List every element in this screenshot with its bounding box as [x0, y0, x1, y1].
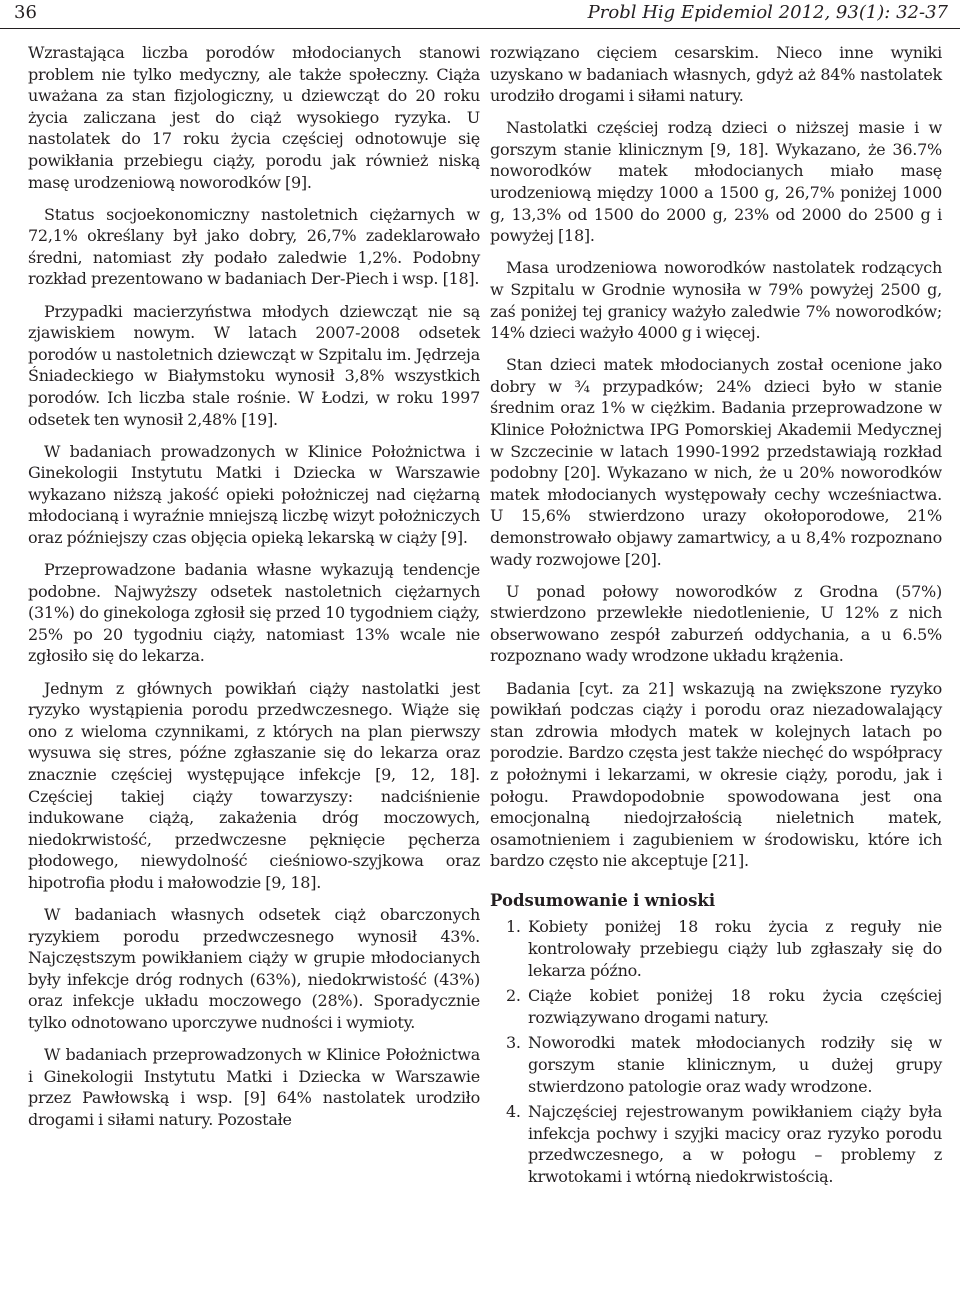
list-item-text: Najczęściej rejestrowanym powikłaniem ciąży była infekcja pochwy i szyjki macicy oraz ryzyko porodu przedwczesnego, a w połogu – problemy z krwotokami i wtórną niedokrwistością.	[528, 1102, 942, 1186]
left-column	[28, 42, 480, 1141]
paragraph: Wzrastająca liczba porodów młodocianych stanowi problem nie tylko medyczny, ale także społeczny. Ciąża uważana za stan fizjologiczny, u dziewcząt do 20 roku życia zaliczana jest do ciąż wysokiego ryzyka. U nastolatek do 17 roku życia częściej odnotowuje się powikłania przebiegu ciąży, porodu jak również niską masę urodzeniową noworodków [9].	[28, 43, 480, 192]
paragraph: W badaniach przeprowadzonych w Klinice Położnictwa i Ginekologii Instytutu Matki i Dziecka w Warszawie przez Pawłowską i wsp. [9] 64% nastolatek urodziło drogami i siłami natury. Pozostałe	[28, 1045, 480, 1129]
paragraph: Nastolatki częściej rodzą dzieci o niższej masie i w gorszym stanie klinicznym [9, 18]. Wykazano, że 36.7% noworodków matek młodocianych miało masę urodzeniową między 1000 a 1500 g, 26,7% poniżej 1000 g, 13,3% od 1500 do 2000 g, 23% od 2000 do 2500 g i powyżej [18].	[490, 118, 942, 246]
paragraph: Badania [cyt. za 21] wskazują na zwiększone ryzyko powikłań podczas ciąży i porodu oraz niezadowalający stan zdrowia młodych matek w kolejnych latach po porodzie. Bardzo częsta jest także niechęć do współpracy z położnymi i lekarzami, w okresie ciąży, porodu, jak i połogu. Prawdopodobnie spowodowana jest ona emocjonalną niedojrzałością nieletnich matek, osamotnieniem i zagubieniem w środowisku, które ich bardzo często nie akceptuje [21].	[490, 678, 942, 871]
paragraph: U ponad połowy noworodków z Grodna (57%) stwierdzono przewlekłe niedotlenienie, U 12% z nich obserwowano zespół zaburzeń oddychania, a u 6.5% rozpoznano wady wrodzone układu krążenia.	[490, 581, 942, 666]
paragraph: Masa urodzeniowa noworodków nastolatek rodzących w Szpitalu w Grodnie wynosiła w 79% powyżej 2500 g, zaś poniżej tej granicy ważyło zaledwie 7% noworodków; 14% dzieci ważyło 4000 g i więcej.	[490, 258, 942, 343]
page-number: 36	[14, 2, 37, 23]
conclusions-list	[490, 916, 942, 1187]
list-item-text: Ciąże kobiet poniżej 18 roku życia częściej rozwiązywano drogami natury.	[528, 986, 942, 1027]
paragraph: Jednym z głównych powikłań ciąży nastolatki jest ryzyko wystąpienia porodu przedwczesnego. Wiąże się ono z wieloma czynnikami, z których na plan pierwszy wysuwa się stres, późne zgłaszanie się do lekarza oraz znacznie częściej występujące infekcje [9, 12, 18]. Częściej takiej ciąży towarzyszy: nadciśnienie indukowane ciążą, zakażenia dróg moczowych, niedokrwistość, przedwczesne pęknięcie pęcherza płodowego, niewydolność cieśniowo-szyjkowa oraz hipotrofia płodu i małowodzie [9, 18].	[28, 678, 480, 892]
paragraph: W badaniach własnych odsetek ciąż obarczonych ryzykiem porodu przedwczesnego wynosił 43%. Najczęstszym powikłaniem ciąży w grupie młodocianych były infekcje dróg rodnych (63%), niedokrwistość (43%) oraz infekcje układu moczowego (28%). Sporadycznie tylko odnotowano uporczywe nudności i wymioty.	[28, 904, 480, 1032]
list-number: 2.	[506, 986, 521, 1006]
right-column	[490, 42, 942, 1192]
list-item-text: Noworodki matek młodocianych rodziły się w gorszym stanie klinicznym, u dużej grupy stwierdzono patologie oraz wady wrodzone.	[528, 1033, 942, 1096]
paragraph: W badaniach prowadzonych w Klinice Położnictwa i Ginekologii Instytutu Matki i Dziecka w Warszawie wykazano niższą jakość opieki położniczej nad ciężarną młodocianą i wyraźnie mniejszą liczbę wizyt położniczych oraz późniejszy czas objęcia opieką lekarską w ciąży [9].	[28, 441, 480, 547]
paragraph: Stan dzieci matek młodocianych został ocenione jako dobry w ¾ przypadków; 24% dzieci było w stanie średnim oraz 1% w ciężkim. Badania przeprowadzone w Klinice Położnictwa IPG Pomorskiej Akademii Medycznej w Szczecinie w latach 1990-1992 przedstawiają rozkład podobny [20]. Wykazano w nich, że u 20% noworodków matek młodocianych występowały cechy wcześniactwa. U 15,6% stwierdzono urazy okołoporodowe, 21% demonstrowało objawy zamartwicy, a u 8,4% rozpoznano wady rozwojowe [20].	[490, 355, 942, 569]
page-header	[0, 0, 960, 28]
list-item-text: Kobiety poniżej 18 roku życia z reguły nie kontrolowały przebiegu ciąży lub zgłaszały się do lekarza późno.	[528, 917, 942, 980]
paragraph: Przeprowadzone badania własne wykazują tendencje podobne. Najwyższy odsetek nastoletnich ciężarnych (31%) do ginekologa zgłosił się przed 10 tygodniem ciąży, 25% po 20 tygodniu ciąży, natomiast 13% wcale nie zgłosiło się do lekarza.	[28, 560, 480, 666]
list-item	[490, 1101, 942, 1187]
list-item	[490, 916, 942, 981]
list-item	[490, 1032, 942, 1097]
paragraph: Przypadki macierzyństwa młodych dziewcząt nie są zjawiskiem nowym. W latach 2007-2008 odsetek porodów u nastoletnich dziewcząt w Szpitalu im. Jędrzeja Śniadeckiego w Białymstoku wynosił 3,8% wszystkich porodów. Ich liczba stale rośnie. W Łodzi, w roku 1997 odsetek ten wynosił 2,48% [19].	[28, 301, 480, 429]
journal-citation: Probl Hig Epidemiol 2012, 93(1): 32-37	[587, 2, 948, 23]
header-rule	[0, 28, 960, 29]
paragraph: rozwiązano cięciem cesarskim. Nieco inne wyniki uzyskano w badaniach własnych, gdyż aż 84% nastolatek urodziło drogami i siłami natury.	[490, 43, 942, 106]
list-number: 3.	[506, 1033, 521, 1053]
list-number: 4.	[506, 1102, 521, 1122]
paragraph: Status socjoekonomiczny nastoletnich ciężarnych w 72,1% określany był jako dobry, 26,7% zadeklarowało średni, natomiast zły podało zaledwie 1,2%. Podobny rozkład prezentowano w badaniach Der-Piech i wsp. [18].	[28, 204, 480, 289]
section-heading: Podsumowanie i wnioski	[490, 890, 716, 910]
list-number: 1.	[506, 917, 521, 937]
list-item	[490, 985, 942, 1028]
